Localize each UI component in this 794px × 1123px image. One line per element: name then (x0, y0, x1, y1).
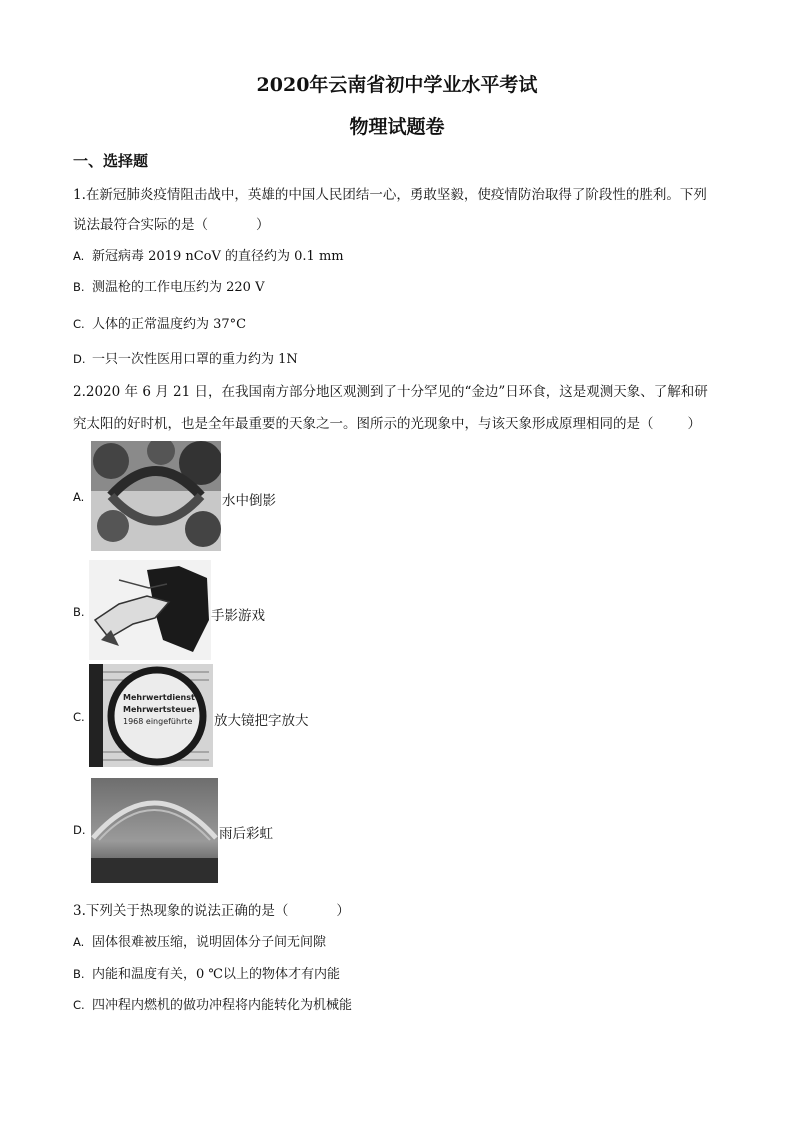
exam-title: 2020年云南省初中学业水平考试 (256, 74, 538, 96)
q3-stem-text: 3.下列关于热现象的说法正确的是（ (73, 903, 289, 919)
option-label: A. (73, 249, 85, 263)
option-label: C. (73, 317, 85, 331)
option-text: 固体很难被压缩，说明固体分子间无间隙 (92, 935, 327, 950)
option-text: 测温枪的工作电压约为 220 V (92, 280, 265, 295)
magnified-word: Mehrwertdienst (123, 693, 195, 702)
option-text: 新冠病毒 2019 nCoV 的直径约为 0.1 mm (92, 249, 344, 264)
q2-stem-text: 究太阳的好时机，也是全年最重要的天象之一。图所示的光现象中，与该天象形成原理相同的是（ (73, 416, 654, 432)
q2-option-a-label: A. (73, 490, 85, 504)
section-heading: 一、选择题 (73, 152, 149, 170)
option-label: B. (73, 967, 85, 981)
option-text: 四冲程内燃机的做功冲程将内能转化为机械能 (92, 998, 353, 1013)
q1-stem-line1: 1.在新冠肺炎疫情阻击战中，英雄的中国人民团结一心，勇敢坚毅，使疫情防治取得了阶段性的胜利。下列 (73, 187, 707, 203)
q2-option-b-text: 手影游戏 (211, 608, 265, 624)
rainbow-photo (91, 778, 218, 883)
q2-stem-line2 (73, 412, 701, 432)
q1-stem-close: ） (256, 217, 270, 233)
q1-stem-line2 (73, 213, 270, 233)
magnified-text (123, 692, 203, 728)
q2-option-c-text: 放大镜把字放大 (214, 713, 309, 729)
option-label: B. (73, 280, 85, 294)
q3-option-c (73, 994, 352, 1013)
q3-option-b (73, 963, 340, 982)
magnified-word: 1968 eingeführte (123, 717, 193, 726)
q3-stem (73, 899, 350, 919)
q3-option-a (73, 931, 326, 950)
magnifier-photo (89, 664, 213, 767)
q3-stem-close: ） (336, 903, 350, 919)
q1-option-b (73, 276, 264, 295)
option-text: 一只一次性医用口罩的重力约为 1N (92, 352, 298, 367)
option-text: 内能和温度有关，0 ℃以上的物体才有内能 (92, 967, 340, 982)
option-label: C. (73, 998, 85, 1012)
q1-option-d (73, 348, 298, 367)
q1-stem-text: 说法最符合实际的是（ (73, 217, 208, 233)
q2-stem-line1: 2.2020 年 6 月 21 日，在我国南方部分地区观测到了十分罕见的“金边”日环食，这是观测天象、了解和研 (73, 384, 708, 400)
q2-option-b-label: B. (73, 605, 85, 619)
q2-option-c-label: C. (73, 710, 85, 724)
magnified-word: Mehrwertsteuer (123, 705, 196, 714)
q2-option-d-label: D. (73, 823, 86, 837)
hand-shadow-photo (89, 560, 211, 660)
exam-subtitle: 物理试题卷 (349, 116, 445, 138)
bridge-reflection-photo (91, 441, 221, 551)
q2-stem-close: ） (687, 416, 701, 432)
option-text: 人体的正常温度约为 37°C (92, 317, 247, 332)
option-label: A. (73, 935, 85, 949)
q1-option-c (73, 313, 246, 332)
q2-option-d-text: 雨后彩虹 (219, 826, 273, 842)
option-label: D. (73, 352, 86, 366)
q1-option-a (73, 245, 344, 264)
q2-option-a-text: 水中倒影 (222, 493, 276, 509)
